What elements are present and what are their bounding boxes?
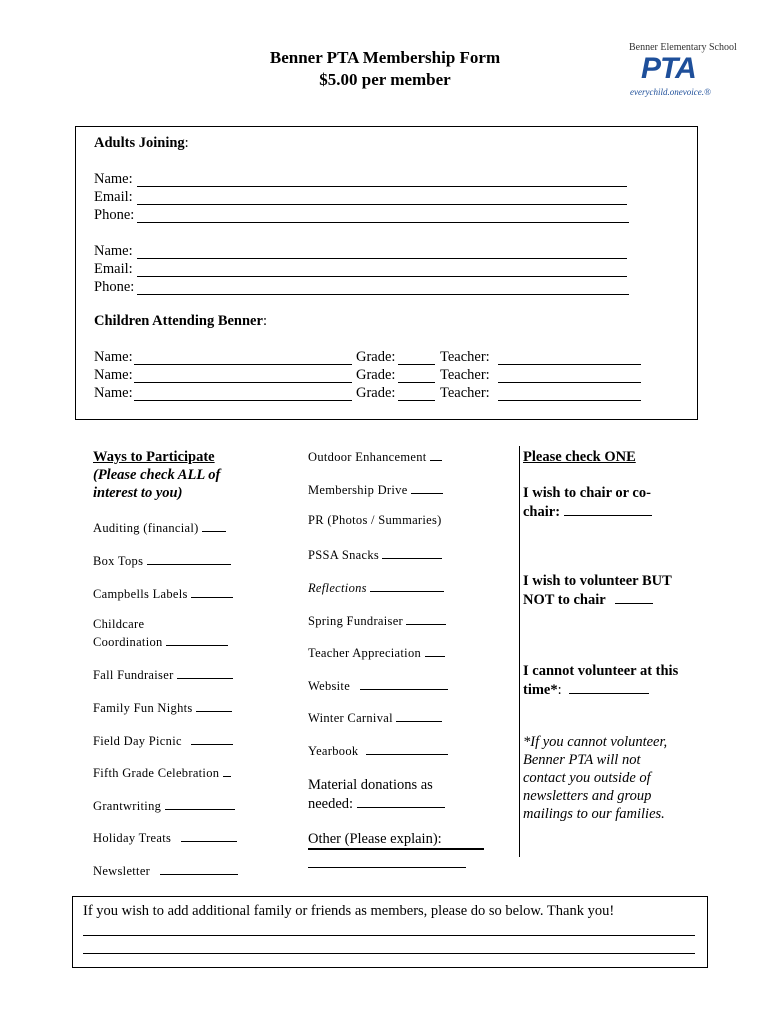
option-pr[interactable]: PR (Photos / Summaries) [308,513,442,527]
chair-label: I wish to chair or co- [523,485,651,501]
form-title: Benner PTA Membership Form [269,48,501,67]
option-newsletter[interactable]: Newsletter [93,862,238,879]
volunteer-option[interactable]: NOT to chair [523,591,653,609]
child1-row[interactable]: Name: Grade: Teacher: [94,349,654,367]
adult1-phone-field[interactable]: Phone: [94,207,634,225]
option-campbells-labels[interactable]: Campbells Labels [93,585,233,602]
option-fall-fundraiser[interactable]: Fall Fundraiser [93,666,233,683]
note-line-1: *If you cannot volunteer, [523,734,668,750]
other-explain-line[interactable] [308,867,466,868]
child2-row[interactable]: Name: Grade: Teacher: [94,367,654,385]
adult2-name-field[interactable]: Name: [94,243,634,261]
member-info-box [75,126,698,420]
adults-heading: Adults Joining: [94,135,189,151]
option-childcare-coordination[interactable]: Coordination [93,633,228,650]
option-winter-carnival[interactable]: Winter Carnival [308,709,442,726]
note-line-2: Benner PTA will not [523,752,641,768]
option-website[interactable]: Website [308,677,448,694]
form-price: $5.00 per member [319,70,451,89]
adult2-email-field[interactable]: Email: [94,261,634,279]
child3-row[interactable]: Name: Grade: Teacher: [94,385,654,403]
material-donations-field[interactable]: needed: [308,795,445,813]
adult2-phone-field[interactable]: Phone: [94,279,634,297]
volunteer-label: I wish to volunteer BUT [523,573,672,589]
option-fifth-grade[interactable]: Fifth Grade Celebration [93,764,231,781]
note-line-5: mailings to our families. [523,806,665,822]
cannot-volunteer-option[interactable]: time*: [523,681,649,699]
option-box-tops[interactable]: Box Tops [93,552,231,569]
additional-members-box [72,896,708,968]
adult1-email-field[interactable]: Email: [94,189,634,207]
additional-members-text: If you wish to add additional family or friends as members, please do so below. Thank you! [83,903,615,919]
option-reflections[interactable]: Reflections [308,579,444,596]
option-teacher-appreciation[interactable]: Teacher Appreciation [308,644,445,661]
option-childcare-label: Childcare [93,617,145,631]
option-membership-drive[interactable]: Membership Drive [308,481,443,498]
option-outdoor-enhancement[interactable]: Outdoor Enhancement [308,448,442,465]
pta-logo: PTA [641,52,696,85]
additional-line-1[interactable] [83,935,695,936]
column-divider [519,446,520,857]
option-auditing[interactable]: Auditing (financial) [93,519,226,536]
cannot-volunteer-label: I cannot volunteer at this [523,663,679,679]
material-donations-label: Material donations as [308,777,433,793]
ways-subheading-1: (Please check ALL of [93,467,221,483]
ways-subheading-2: interest to you) [93,485,183,501]
logo-school-name: Benner Elementary School [629,42,737,53]
note-line-3: contact you outside of [523,770,651,786]
additional-line-2[interactable] [83,953,695,954]
note-line-4: newsletters and group [523,788,652,804]
adult1-name-field[interactable]: Name: [94,171,634,189]
option-grantwriting[interactable]: Grantwriting [93,797,235,814]
ways-heading: Ways to Participate [93,449,215,465]
choice-heading: Please check ONE [523,449,636,465]
option-field-day-picnic[interactable]: Field Day Picnic [93,732,233,749]
option-holiday-treats[interactable]: Holiday Treats [93,829,237,846]
option-spring-fundraiser[interactable]: Spring Fundraiser [308,612,446,629]
other-label: Other (Please explain): [308,831,484,850]
children-heading: Children Attending Benner: [94,313,267,329]
option-family-fun-nights[interactable]: Family Fun Nights [93,699,232,716]
option-yearbook[interactable]: Yearbook [308,742,448,759]
option-pssa-snacks[interactable]: PSSA Snacks [308,546,442,563]
logo-tagline: everychild.onevoice.® [630,87,711,97]
chair-option[interactable]: chair: [523,503,652,521]
